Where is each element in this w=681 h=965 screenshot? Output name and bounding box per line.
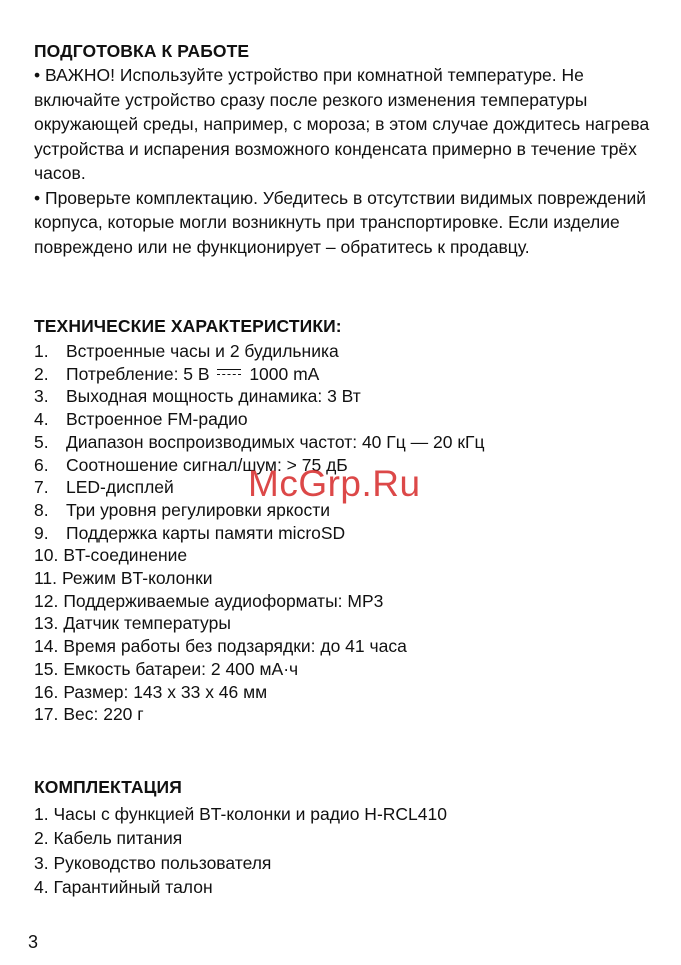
spec-text: Встроенные часы и 2 будильника (66, 341, 339, 361)
preparation-paragraph-check: • Проверьте комплектацию. Убедитесь в отсутствии видимых повреждений корпуса, которые могли возникнуть при транспортировке. Если изделие повреждено или не функционирует – обратитесь к продавцу. (34, 187, 647, 257)
document-page (34, 40, 654, 899)
spec-text (66, 363, 319, 386)
spec-power-value: Потребление: 5 В (66, 363, 210, 384)
spec-text: Время работы без подзарядки: до 41 часа (63, 636, 407, 657)
spec-text: Диапазон воспроизводимых частот: 40 Гц — 20 кГц (66, 431, 485, 452)
page-number: 3 (28, 932, 39, 952)
spec-number: 7. (34, 477, 49, 498)
spec-number: 13. (34, 613, 59, 634)
spec-text: Три уровня регулировки яркости (66, 499, 330, 520)
spec-item (34, 340, 654, 363)
kit-title: КОМПЛЕКТАЦИЯ (34, 776, 182, 797)
spec-number: 4. (34, 409, 49, 430)
spec-text: Датчик температуры (63, 613, 231, 634)
spec-item (34, 431, 654, 454)
spec-text: Соотношение сигнал/шум: > 75 дБ (66, 454, 348, 475)
spec-item (34, 590, 654, 613)
kit-item: 2. Кабель питания (34, 828, 183, 849)
spec-text: Выходная мощность динамика: 3 Вт (66, 386, 361, 407)
spec-item (34, 612, 654, 635)
spec-item (34, 544, 654, 567)
spec-item (34, 635, 654, 658)
specs-section (34, 315, 654, 726)
spec-text: Вес: 220 г (63, 704, 144, 725)
specs-title: ТЕХНИЧЕСКИЕ ХАРАКТЕРИСТИКИ: (34, 316, 342, 336)
spec-number: 15. (34, 658, 59, 679)
spec-number: 3. (34, 386, 49, 407)
spec-item (34, 703, 654, 726)
spec-power-current: 1000 mA (249, 363, 320, 384)
spec-text: Встроенное FM-радио (66, 409, 248, 430)
spec-item (34, 454, 654, 477)
spec-item (34, 408, 654, 431)
spec-text: LED-дисплей (66, 477, 174, 498)
kit-item: 1. Часы с функцией BT-колонки и радио H-RCL410 (34, 803, 447, 824)
spec-number: 12. (34, 590, 59, 611)
spec-number: 14. (34, 636, 59, 657)
spec-item (34, 522, 654, 545)
dc-current-icon (217, 367, 241, 379)
spec-item (34, 681, 654, 704)
preparation-paragraph-important: • ВАЖНО! Используйте устройство при комнатной температуре. Не включайте устройство сразу после резкого изменения температуры окружающей среды, например, с мороза; в этом случае дождитесь нагрева устройства и испарения возможного конденсата примерно в течение трёх часов. (34, 65, 650, 183)
spec-text: Размер: 143 х 33 х 46 мм (63, 681, 268, 702)
spec-item-power (34, 363, 654, 386)
spec-number: 11. (34, 568, 58, 589)
spec-item (34, 499, 654, 522)
spec-text: BT-соединение (63, 545, 188, 566)
spec-number: 2. (34, 363, 49, 384)
spec-number: 8. (34, 499, 49, 520)
specs-list (34, 340, 654, 726)
spec-item (34, 385, 654, 408)
kit-item: 4. Гарантийный талон (34, 876, 213, 897)
spec-number: 10. (34, 545, 59, 566)
kit-list (34, 802, 654, 899)
spec-number: 6. (34, 454, 49, 475)
kit-section (34, 776, 654, 899)
spec-item (34, 476, 654, 499)
kit-item: 3. Руководство пользователя (34, 852, 272, 873)
spec-number: 5. (34, 431, 49, 452)
preparation-section (34, 40, 654, 259)
spec-text: Режим BT-колонки (62, 568, 213, 589)
spec-text: Поддерживаемые аудиоформаты: MP3 (63, 590, 384, 611)
preparation-title: ПОДГОТОВКА К РАБОТЕ (34, 41, 250, 61)
spec-number: 9. (34, 522, 49, 543)
spec-item (34, 658, 654, 681)
spec-number: 1. (34, 341, 49, 361)
spec-number: 17. (34, 704, 59, 725)
spec-number: 16. (34, 681, 59, 702)
spec-text: Поддержка карты памяти microSD (66, 522, 346, 543)
spec-item (34, 567, 654, 590)
watermark: McGrp.Ru (248, 463, 421, 504)
spec-text: Емкость батареи: 2 400 мА·ч (63, 658, 299, 679)
